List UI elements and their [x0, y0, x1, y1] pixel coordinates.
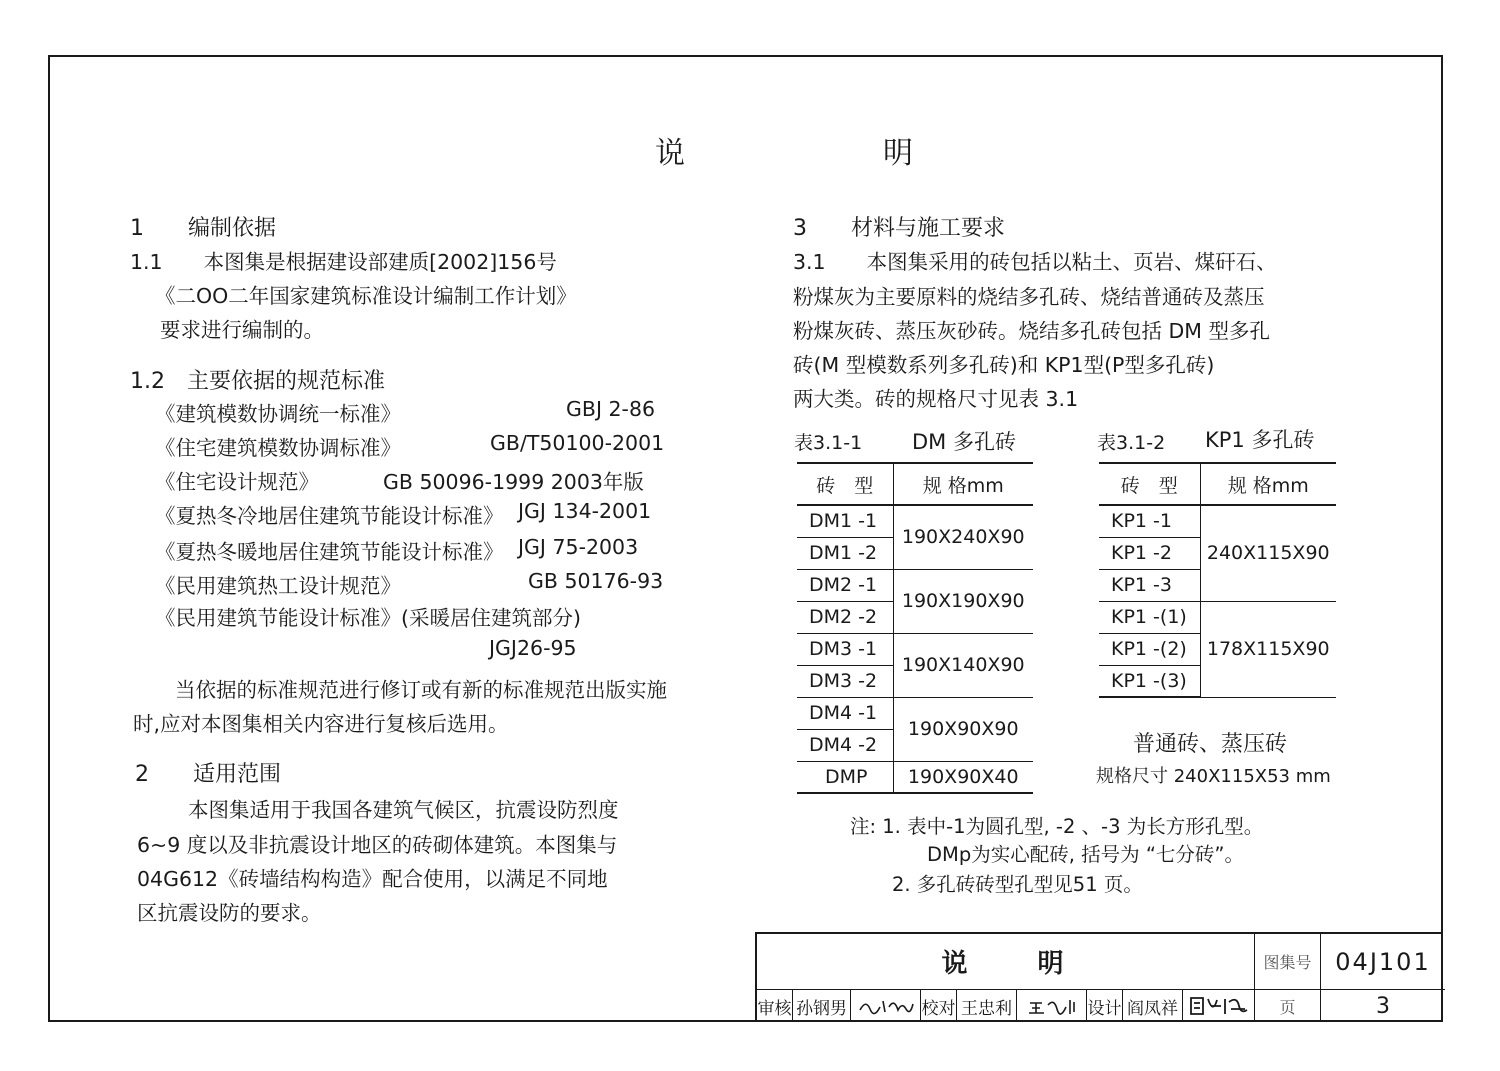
section-1-2-heading: 1.2 主要依据的规范标准	[130, 369, 385, 394]
standard-code: JGJ 134-2001	[518, 499, 652, 523]
check-label: 校对	[921, 990, 957, 1022]
table-row: KP1 -1	[1099, 505, 1200, 537]
table-row: DM2 -1	[797, 569, 893, 601]
revision-note-line-2: 时,应对本图集相关内容进行复核后选用。	[133, 712, 509, 736]
table-row: KP1 -3	[1099, 569, 1200, 601]
table-1-col-size: 规 格mm	[893, 463, 1033, 505]
table-dm-bricks	[797, 462, 1033, 794]
reviewer-name: 孙钢男	[793, 990, 851, 1022]
table-cell-size: 190X190X90	[893, 569, 1033, 633]
section-3-heading: 3 材料与施工要求	[793, 216, 1005, 241]
table-2-caption-name: KP1 多孔砖	[1205, 428, 1315, 452]
section-3-line: 粉煤灰为主要原料的烧结多孔砖、烧结普通砖及蒸压	[793, 285, 1265, 309]
note-1-line-2: DMp为实心配砖, 括号为 “七分砖”。	[927, 843, 1245, 866]
standard-name: 《民用建筑热工设计规范》	[155, 574, 401, 598]
standard-code: JGJ 75-2003	[518, 535, 639, 559]
section-2-line: 04G612《砖墙结构构造》配合使用，以满足不同地	[137, 867, 608, 891]
section-3-line: 粉煤灰砖、蒸压灰砂砖。烧结多孔砖包括 DM 型多孔	[793, 319, 1271, 343]
table-row: KP1 -2	[1099, 537, 1200, 569]
common-brick-title: 普通砖、蒸压砖	[1133, 732, 1288, 757]
title-block-title: 说 明	[757, 934, 1255, 990]
table-row: DMP	[797, 761, 893, 793]
section-1-1-line-3: 要求进行编制的。	[160, 318, 324, 342]
section-1-heading: 1 编制依据	[130, 216, 276, 241]
standard-name: 《夏热冬冷地居住建筑节能设计标准》	[155, 504, 504, 528]
standard-code: JGJ26-95	[489, 636, 577, 660]
table-row: KP1 -(2)	[1099, 633, 1200, 665]
table-cell-size: 190X90X90	[893, 697, 1033, 761]
standard-code: GB 50096-1999 2003年版	[383, 470, 644, 494]
table-row: DM3 -1	[797, 633, 893, 665]
section-1-1-line-1: 1.1 本图集是根据建设部建质[2002]156号	[130, 250, 557, 274]
page-number: 3	[1376, 993, 1390, 1019]
table-row: DM4 -1	[797, 697, 893, 729]
atlas-number: 04J101	[1321, 934, 1445, 990]
standard-name: 《建筑模数协调统一标准》	[155, 402, 401, 426]
standard-code: GB 50176-93	[528, 569, 664, 593]
table-row: DM2 -2	[797, 601, 893, 633]
table-row: DM1 -2	[797, 537, 893, 569]
common-brick-spec: 规格尺寸 240X115X53 mm	[1096, 766, 1331, 787]
section-3-line: 两大类。砖的规格尺寸见表 3.1	[793, 387, 1079, 411]
table-cell-size: 190X140X90	[893, 633, 1033, 697]
checker-signature	[1017, 990, 1087, 1022]
review-label: 审核	[757, 990, 793, 1022]
standard-name: 《夏热冬暖地居住建筑节能设计标准》	[155, 540, 504, 564]
table-row: KP1 -(3)	[1099, 665, 1200, 697]
section-3-line: 3.1 本图集采用的砖包括以粘土、页岩、煤矸石、	[793, 250, 1277, 274]
revision-note-line-1: 当依据的标准规范进行修订或有新的标准规范出版实施	[175, 678, 667, 702]
table-row: DM1 -1	[797, 505, 893, 537]
design-label: 设计	[1087, 990, 1123, 1022]
table-2-caption-number: 表3.1-2	[1097, 432, 1166, 454]
designer-name: 阎凤祥	[1123, 990, 1183, 1022]
table-kp1-bricks	[1099, 462, 1336, 698]
section-1-1-line-2: 《二OO二年国家建筑标准设计编制工作计划》	[155, 284, 577, 308]
section-2-line: 6~9 度以及非抗震设计地区的砖砌体建筑。本图集与	[137, 833, 618, 857]
note-1-line-1: 注: 1. 表中-1为圆孔型, -2 、-3 为长方形孔型。	[850, 815, 1264, 838]
table-cell-size: 240X115X90	[1200, 505, 1336, 601]
section-2-line: 本图集适用于我国各建筑气候区，抗震设防烈度	[188, 798, 619, 822]
table-cell-size: 178X115X90	[1200, 601, 1336, 697]
reviewer-signature	[851, 990, 921, 1022]
designer-signature-scribble	[1187, 994, 1251, 1018]
designer-signature	[1183, 990, 1255, 1022]
standard-code: GBJ 2-86	[566, 397, 656, 421]
checker-name: 王忠利	[957, 990, 1017, 1022]
table-1-caption-number: 表3.1-1	[794, 432, 863, 454]
standard-name: 《住宅设计规范》	[155, 470, 319, 494]
page-label: 页	[1255, 990, 1321, 1022]
reviewer-signature-scribble	[856, 995, 916, 1017]
note-2: 2. 多孔砖砖型孔型见51 页。	[892, 873, 1143, 896]
standard-name: 《民用建筑节能设计标准》(采暖居住建筑部分)	[155, 606, 581, 630]
table-2-col-size: 规 格mm	[1200, 463, 1336, 505]
section-2-line: 区抗震设防的要求。	[137, 901, 322, 925]
table-1-caption-name: DM 多孔砖	[912, 430, 1016, 454]
checker-signature-scribble	[1024, 995, 1080, 1017]
table-row: KP1 -(1)	[1099, 601, 1200, 633]
table-2-col-type: 砖 型	[1099, 463, 1200, 505]
standard-name: 《住宅建筑模数协调标准》	[155, 436, 401, 460]
atlas-number-label: 图集号	[1255, 934, 1321, 990]
standard-code: GB/T50100-2001	[490, 431, 665, 455]
table-row: DM4 -2	[797, 729, 893, 761]
table-1-col-type: 砖 型	[797, 463, 893, 505]
section-3-line: 砖(M 型模数系列多孔砖)和 KP1型(P型多孔砖)	[793, 353, 1215, 377]
title-block	[755, 932, 1443, 1020]
table-cell-size: 190X240X90	[893, 505, 1033, 569]
section-2-heading: 2 适用范围	[135, 762, 281, 787]
table-row: DM3 -2	[797, 665, 893, 697]
page-title: 说 明	[655, 136, 959, 171]
table-cell-size: 190X90X40	[893, 761, 1033, 793]
